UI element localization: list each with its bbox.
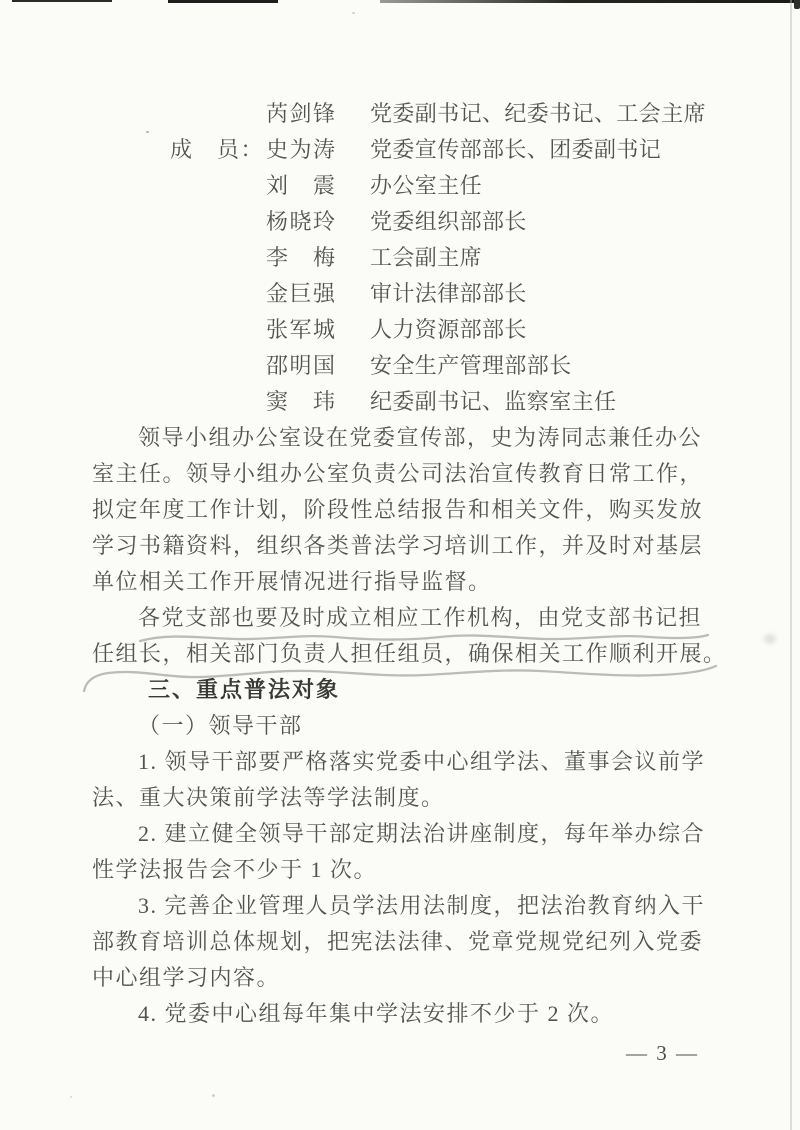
paragraph-branch-line-underlined: 任组长，相关部门负责人担任组员，确保相关工作顺利开展。	[92, 641, 727, 666]
page-number: — 3 —	[626, 1041, 699, 1065]
paragraph-branch-line-underlined: 各党支部也要及时成立相应工作机构，由党支部书记担	[138, 605, 703, 630]
member-role-label-empty	[170, 384, 266, 420]
section-heading: 三、重点普法对象	[148, 677, 341, 702]
paper-speck	[70, 1096, 72, 1098]
member-name: 杨晓玲	[266, 209, 337, 234]
member-title: 纪委副书记、监察室主任	[370, 389, 617, 414]
member-row	[0, 96, 800, 132]
member-row	[0, 384, 800, 420]
member-role-label-empty	[170, 168, 266, 204]
member-title: 党委副书记、纪委书记、工会主席	[370, 101, 707, 126]
paper-speck	[352, 12, 355, 14]
member-name: 金巨强	[266, 281, 337, 306]
paragraph-office-line: 拟定年度工作计划，阶段性总结报告和相关文件，购买发放	[92, 497, 704, 522]
member-role-label-empty	[170, 96, 266, 132]
member-list	[0, 96, 800, 420]
member-role-label-empty	[170, 348, 266, 384]
item-line: 2. 建立健全领导干部定期法治讲座制度，每年举办综合	[138, 821, 706, 846]
member-title: 审计法律部部长	[370, 281, 527, 306]
member-name: 刘 震	[266, 173, 337, 198]
member-role-label-empty	[170, 240, 266, 276]
member-row	[0, 348, 800, 384]
item-line: 4. 党委中心组每年集中学法安排不少于 2 次。	[138, 1001, 615, 1026]
member-name: 李 梅	[266, 245, 337, 270]
item-line: 法、重大决策前学法等学法制度。	[92, 785, 445, 810]
paragraph-office-line: 领导小组办公室设在党委宣传部，史为涛同志兼任办公	[138, 425, 703, 450]
member-row	[0, 240, 800, 276]
paragraph-office-line: 单位相关工作开展情况进行指导监督。	[92, 569, 492, 594]
member-row	[0, 168, 800, 204]
member-role-label-empty	[170, 204, 266, 240]
item-line: 3. 完善企业管理人员学法用法制度，把法治教育纳入干	[138, 893, 706, 918]
member-role-label-empty	[170, 312, 266, 348]
item-line: 1. 领导干部要严格落实党委中心组学法、董事会议前学	[138, 749, 706, 774]
scan-corner-artifact	[794, 0, 800, 9]
member-role-label: 成 员：	[170, 137, 265, 162]
section-subheading: （一）领导干部	[138, 713, 303, 738]
paragraph-office-line: 学习书籍资料，组织各类普法学习培训工作，并及时对基层	[92, 533, 704, 558]
paragraph-office-line: 室主任。领导小组办公室负责公司法治宣传教育日常工作，	[92, 461, 704, 486]
member-name: 张军城	[266, 317, 337, 342]
scan-top-edge-artifact	[168, 0, 278, 3]
paper-speck	[212, 1094, 215, 1097]
member-row	[0, 276, 800, 312]
member-title: 党委宣传部部长、团委副书记	[370, 137, 662, 162]
member-name: 窦 玮	[266, 389, 337, 414]
scan-top-edge-artifact	[12, 0, 112, 2]
scan-top-edge-artifact	[380, 0, 800, 3]
paper-smudge	[764, 634, 776, 644]
member-row	[0, 204, 800, 240]
member-role-label-empty	[170, 276, 266, 312]
member-name: 邵明国	[266, 353, 337, 378]
member-title: 办公室主任	[370, 173, 483, 198]
member-name: 芮剑锋	[266, 101, 337, 126]
item-line: 中心组学习内容。	[92, 965, 281, 990]
member-title: 党委组织部部长	[370, 209, 527, 234]
member-title: 人力资源部部长	[370, 317, 527, 342]
item-line: 性学法报告会不少于 1 次。	[92, 857, 378, 882]
member-row	[0, 312, 800, 348]
document-body	[92, 420, 732, 1032]
member-title: 安全生产管理部部长	[370, 353, 572, 378]
member-row	[0, 132, 800, 168]
member-name: 史为涛	[266, 137, 337, 162]
item-line: 部教育培训总体规划，把宪法法律、党章党规党纪列入党委	[92, 929, 704, 954]
member-title: 工会副主席	[370, 245, 483, 270]
